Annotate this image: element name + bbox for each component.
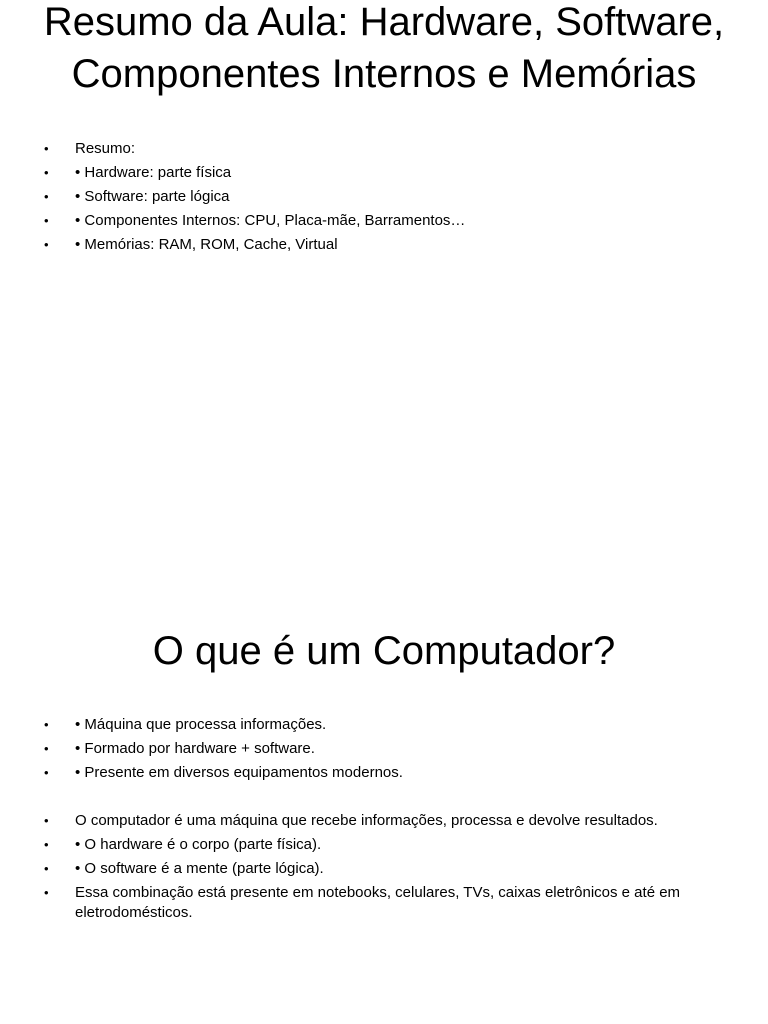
bullet-list <box>44 139 724 259</box>
slide-title: Resumo da Aula: Hardware, Software, Componentes Internos e Memórias <box>43 0 725 96</box>
list-item <box>44 859 724 879</box>
bullet-icon: • <box>44 885 49 900</box>
list-item <box>44 811 724 831</box>
list-item-text: • Presente em diversos equipamentos modernos. <box>75 764 403 781</box>
list-item-text: O computador é uma máquina que recebe informações, processa e devolve resultados. <box>75 812 658 829</box>
bullet-icon: • <box>44 237 49 252</box>
bullet-icon: • <box>44 741 49 756</box>
list-item <box>44 883 724 923</box>
list-item <box>44 763 724 783</box>
list-item-text: • O hardware é o corpo (parte física). <box>75 836 322 853</box>
bullet-icon: • <box>44 813 49 828</box>
list-item <box>44 739 724 759</box>
list-item-text: • Máquina que processa informações. <box>75 716 327 733</box>
list-item-text: Essa combinação está presente em notebooks, celulares, TVs, caixas eletrônicos e até em eletrodomésticos. <box>75 884 681 921</box>
list-item-text: • O software é a mente (parte lógica). <box>75 860 324 877</box>
bullet-icon: • <box>44 141 49 156</box>
list-spacer <box>44 787 724 807</box>
bullet-icon: • <box>44 837 49 852</box>
list-item <box>44 211 724 231</box>
bullet-icon: • <box>44 189 49 204</box>
bullet-icon: • <box>44 861 49 876</box>
list-item <box>44 187 724 207</box>
list-item-text: • Memórias: RAM, ROM, Cache, Virtual <box>75 236 338 253</box>
list-item <box>44 835 724 855</box>
bullet-icon: • <box>44 165 49 180</box>
bullet-icon: • <box>44 717 49 732</box>
list-item-text: • Formado por hardware + software. <box>75 740 315 757</box>
list-item <box>44 715 724 735</box>
list-item-text: • Hardware: parte física <box>75 164 232 181</box>
list-item <box>44 163 724 183</box>
list-item-text: • Componentes Internos: CPU, Placa-mãe, Barramentos… <box>75 212 466 229</box>
list-item <box>44 235 724 255</box>
bullet-icon: • <box>44 765 49 780</box>
slide-title: O que é um Computador? <box>152 629 616 673</box>
bullet-icon: • <box>44 213 49 228</box>
list-item-text: • Software: parte lógica <box>75 188 230 205</box>
bullet-list <box>44 715 724 927</box>
slide-2 <box>0 576 768 1024</box>
list-item <box>44 139 724 159</box>
list-item-text: Resumo: <box>75 140 136 157</box>
